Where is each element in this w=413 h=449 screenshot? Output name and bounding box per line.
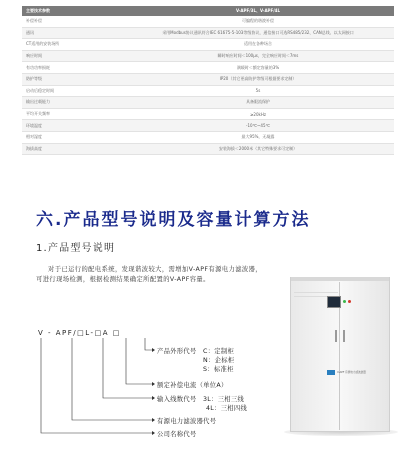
legend-form-s: S：标准柜 xyxy=(203,366,234,373)
spec-value: 采用Modbus协议通讯符合IEC 61675-5-103等级协议，通信接口可选RS485/232、CAN总线、以太网接口 xyxy=(122,27,394,39)
spec-header-value: V-APF/3L、V-APF/4L xyxy=(122,6,394,16)
spec-key: 海拔高度 xyxy=(22,143,122,155)
spec-key: 输出过载能力 xyxy=(22,97,122,109)
spec-key: 补偿补偿 xyxy=(22,16,122,27)
spec-value: ≥20kHz xyxy=(122,108,394,120)
spec-header-key: 主要技术参数 xyxy=(22,6,122,16)
section-number: 六. xyxy=(36,210,64,230)
spec-value: 满载时＜额定容量的3% xyxy=(122,62,394,74)
cabinet-led-red xyxy=(348,300,351,303)
spec-key: 通讯 xyxy=(22,27,122,39)
legend-company: 公司名称代号 xyxy=(157,431,197,438)
cabinet-brand-text: V-APF 有源电力滤波装置 xyxy=(337,371,366,374)
spec-key: 有功功率损耗 xyxy=(22,62,122,74)
spec-value: 可编程的谐波补偿 xyxy=(122,16,394,27)
subsection-title: 1.产品型号说明 xyxy=(36,243,116,254)
spec-value: 具备限流保护 xyxy=(122,97,394,109)
spec-key: 防护等级 xyxy=(22,73,122,85)
spec-value: 适用在各种场合 xyxy=(122,39,394,51)
spec-value: 最大95%，无凝露 xyxy=(122,131,394,143)
spec-value: 安装海拔＜2000米（其它特殊要求可定制） xyxy=(122,143,394,155)
legend-product: 有源电力滤波器代号 xyxy=(157,418,217,425)
spec-value: 5s xyxy=(122,85,394,97)
spec-key: 平均开关频率 xyxy=(22,108,122,120)
cabinet-handle xyxy=(343,330,345,342)
cabinet-handle xyxy=(335,330,337,342)
cabinet-led-green xyxy=(343,300,346,303)
legend-current: 额定补偿电流（单位A） xyxy=(157,382,228,389)
legend-form-title: 产品外形代号 xyxy=(157,348,197,355)
spec-key: 环境温度 xyxy=(22,120,122,132)
intro-paragraph: 对于已运行的配电系统，发现谐波较大，需增加V-APF有源电力滤波器，可进行现场检测，根据检测结果确定所配置的V-APF容量。 xyxy=(36,266,263,284)
cabinet-screen xyxy=(327,296,341,308)
cabinet-vent xyxy=(294,292,338,293)
section-title: 产品型号说明及容量计算方法 xyxy=(63,210,311,230)
spec-value: 瞬时响应时间＜100μs，完全响应时间＜7ms xyxy=(122,50,394,62)
spec-key: 相对湿度 xyxy=(22,131,122,143)
cabinet-logo xyxy=(327,370,335,375)
legend-lines-4l: 4L：三相四线 xyxy=(206,405,248,412)
legend-form-c: C：定制柜 xyxy=(203,348,235,355)
model-code: V - APF/□L-□A □ xyxy=(38,329,121,337)
spec-key: 启动后稳定时间 xyxy=(22,85,122,97)
spec-key: 响应时间 xyxy=(22,50,122,62)
legend-lines-3l: 3L：三相三线 xyxy=(203,396,245,403)
legend-form-n: N：企标柜 xyxy=(203,357,235,364)
legend-lines-title: 输入线数代号 xyxy=(157,396,197,403)
spec-value: -10℃~45℃ xyxy=(122,120,394,132)
spec-key: CT适用的安装场所 xyxy=(22,39,122,51)
cabinet-top xyxy=(291,277,389,281)
spec-value: IP20（其它更高防护等级可根据要求定制） xyxy=(122,73,394,85)
